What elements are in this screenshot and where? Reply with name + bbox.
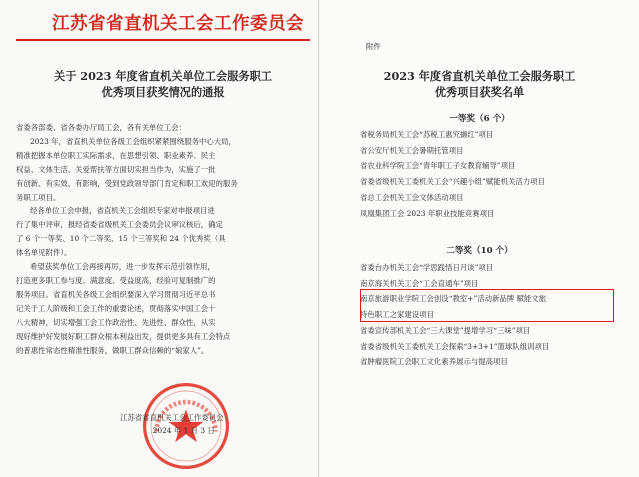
paragraph-line: 了 6 个一等奖、10 个二等奖、15 个三等奖和 24 个优秀奖（具 [16,234,226,244]
paragraph-line: 务职工项目。 [16,192,61,202]
list-item: 省税务局机关工会“苏税工惠究撷红”项目 [360,130,494,139]
list-item: 省委宣传部机关工会“三大课堂”提增学习“三味”项目 [360,325,531,335]
issue-date: 2024 年 1 月 3 日 [152,426,215,435]
list-item: 特色职工之家建设项目 [360,310,434,320]
letterhead-divider [16,39,310,41]
paragraph-line: 希望获奖单位工会再接再厉，进一步发挥示范引领作用， [30,262,215,272]
signature: 江苏省省直机关工会工作委员会 [120,413,224,422]
list-item: 省农业科学院工会“青年职工子女教育辅导”项目 [360,161,516,171]
first-prize-heading: 一等奖（6 个） [449,114,510,124]
paragraph-line: 经各单位工会申报，省直机关工会组织专家对申报项目进 [30,206,215,216]
paragraph-line: 权益、文体生活、关爱帮扶等方面切实担当作为，实施了一批 [16,164,216,174]
paragraph-line: 有创新、有实效、有影响，受到党政领导部门肯定和职工欢迎的服务 [16,178,238,188]
notice-body [16,121,306,357]
list-item: 省委台办机关工会“学思践悟日月谈”项目 [360,263,494,272]
notice-title-line: 关于 2023 年度省直机关单位工会服务职工 [54,69,272,83]
paragraph-line: 现好维护好发展好职工群众根本利益出发，提供更多具有工会特点 [16,331,231,341]
paragraph-line: 打造更多职工参与度、满意度、受益度高，经验可复制推广的 [16,275,216,285]
list-item: 省委省级机关工委机关工会探索“3+3+1”篮球队组训项目 [360,341,550,351]
first-prize-list [360,127,629,221]
paragraph-line: 记关于工人阶级和工会工作的重要论述，贯彻落实中国工会十 [16,303,216,313]
paragraph-line: 服务项目。省直机关各级工会组织要深入学习贯彻习近平总书 [16,289,216,299]
letterhead: 江苏省省直机关工会工作委员会 [52,14,304,34]
list-item: 南京旅游职业学院工会创设“教室+”活动新品牌 赋能文旅 [360,294,547,304]
highlight-box [360,289,614,322]
list-item: 南京海关机关工会“工会直通车”项目 [360,278,479,288]
award-list-title [320,68,639,100]
list-item: 省公安厅机关工会暑期托管项目 [360,145,464,155]
paragraph-line: 八大精神，切实增强工会工作政治性、先进性、群众性，从实 [16,317,216,327]
list-item: 省委省级机关工委机关工会“兴趣小组”赋能机关活力项目 [360,177,545,187]
list-item: 省肿瘤医院工会职工文化素养展示与提高项目 [360,357,508,367]
attachment-label: 附件 [366,42,381,51]
paragraph-line: 行了集中评审，报经省委省级机关工会委员会议审议核后，确定 [16,220,223,230]
paragraph-line: 体名单见附件）。 [16,248,72,258]
notice-title-line: 优秀项目获奖情况的通报 [101,85,225,99]
signature-block [120,411,223,437]
attachment-page [320,0,639,477]
notice-page [0,0,319,477]
list-item: 凤凰集团工会 2023 年职业技能竞赛项目 [360,208,495,218]
award-list-title-line: 优秀项目获奖名单 [434,85,525,99]
second-prize-heading: 二等奖（10 个） [446,246,513,256]
paragraph-line: 2023 年，省直机关单位各级工会组织紧紧围绕服务中心大局， [30,136,236,146]
paragraph-line: 的普惠性常态性精准性服务，做职工群众信赖的“娘家人”。 [16,345,209,355]
paragraph-line: 精准把握本单位职工实际需求，在思想引领、职业素养、民主 [16,150,216,160]
award-list-title-line: 2023 年度省直机关单位工会服务职工 [383,69,576,83]
list-item: 省总工会机关工会文体活动项目 [360,192,464,202]
salutation: 省委各部委、省各委办厅局工会，各有关单位工会： [16,123,186,132]
notice-title [18,68,308,100]
